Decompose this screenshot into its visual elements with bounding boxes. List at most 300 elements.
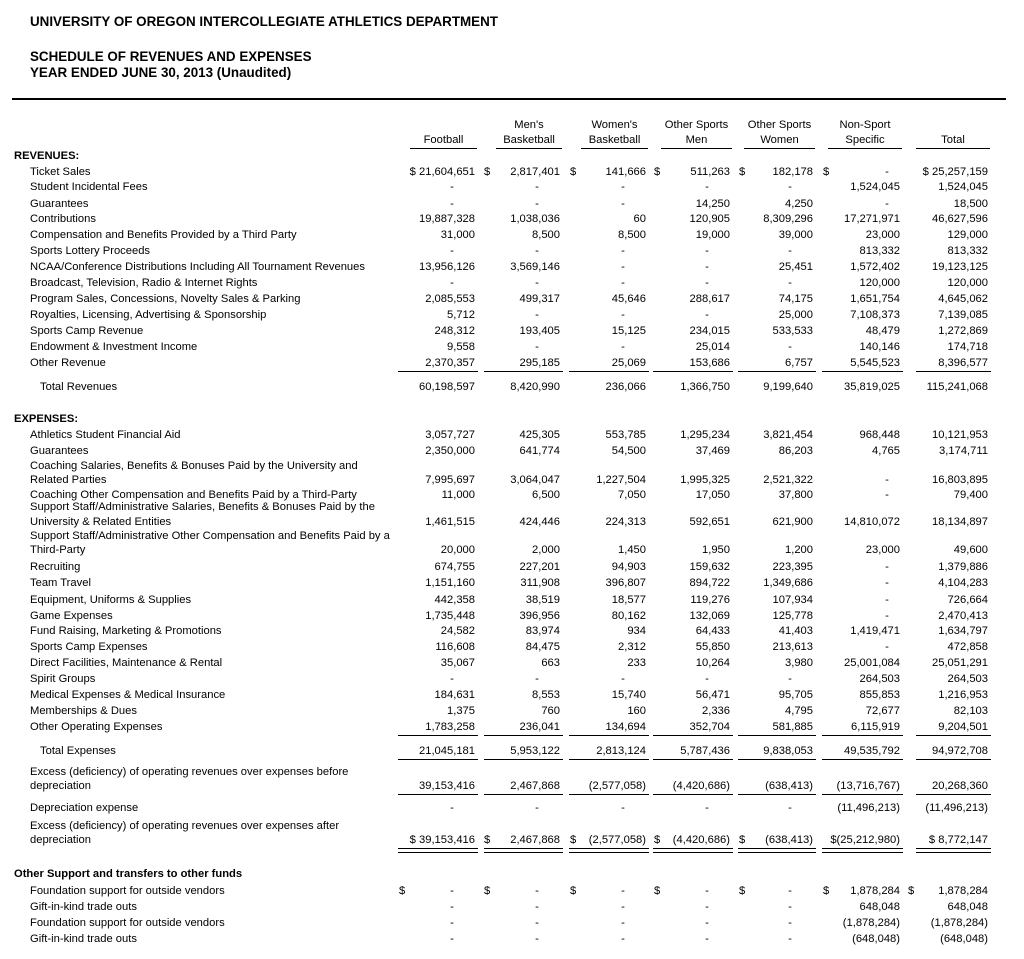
cell-other-sports-women: 4,250 — [785, 198, 813, 210]
cell-total: 16,803,895 — [932, 474, 988, 486]
cell-womens-basketball: 224,313 — [605, 516, 646, 528]
cell-other-sports-men: 352,704 — [689, 721, 730, 733]
cell-mens-basketball: 424,446 — [519, 516, 560, 528]
cell-mens-basketball: - — [535, 277, 539, 289]
cell-football: 21,045,181 — [419, 745, 475, 757]
row-label: Spirit Groups — [30, 673, 96, 685]
cell-mens-basketball: - — [535, 181, 539, 193]
cell-total: 7,139,085 — [938, 309, 988, 321]
cell-football: 39,153,416 — [419, 780, 475, 792]
cell-womens-basketball: 233 — [627, 657, 646, 669]
underline — [398, 759, 478, 760]
row-label: Support Staff/Administrative Salaries, Benefits & Bonuses Paid by the — [30, 501, 375, 513]
cell-total: 174,718 — [947, 341, 988, 353]
cell-non-sport-specific: (13,716,767) — [836, 780, 900, 792]
cell-football: 1,735,448 — [425, 610, 475, 622]
row-label: Guarantees — [30, 198, 89, 210]
cell-football: - — [450, 245, 454, 257]
cell-mens-basketball: 2,000 — [532, 544, 560, 556]
cell-other-sports-men: 153,686 — [689, 357, 730, 369]
cell-other-sports-women: (638,413) — [765, 834, 813, 846]
cell-football: 20,000 — [440, 544, 475, 556]
cell-non-sport-specific: 49,535,792 — [844, 745, 900, 757]
cell-womens-basketball: - — [621, 181, 625, 193]
cell-mens-basketball: 1,038,036 — [510, 213, 560, 225]
cell-non-sport-specific: 72,677 — [865, 705, 900, 717]
underline — [398, 371, 478, 372]
cell-non-sport-specific: 855,853 — [859, 689, 900, 701]
cell-mens-basketball: 8,420,990 — [510, 381, 560, 393]
dollar-sign: $ — [654, 885, 661, 897]
row-label: University & Related Entities — [30, 516, 172, 528]
cell-womens-basketball: - — [621, 885, 625, 897]
cell-mens-basketball: - — [535, 341, 539, 353]
cell-non-sport-specific: 23,000 — [865, 229, 900, 241]
cell-mens-basketball: 8,500 — [532, 229, 560, 241]
cell-womens-basketball: 134,694 — [605, 721, 646, 733]
cell-other-sports-men: - — [705, 901, 709, 913]
column-header-other-sports-women: Other Sports Women — [744, 117, 815, 147]
cell-football: $ 21,604,651 — [409, 166, 475, 178]
row-label: Direct Facilities, Maintenance & Rental — [30, 657, 223, 669]
cell-mens-basketball: 3,064,047 — [510, 474, 560, 486]
cell-mens-basketball: 227,201 — [519, 561, 560, 573]
cell-other-sports-men: - — [705, 181, 709, 193]
cell-total: 1,272,869 — [938, 325, 988, 337]
cell-other-sports-men: 1,995,325 — [680, 474, 730, 486]
cell-total: 1,216,953 — [938, 689, 988, 701]
row-label: Sports Lottery Proceeds — [30, 245, 151, 257]
cell-non-sport-specific: (648,048) — [852, 933, 900, 945]
cell-other-sports-men: 17,050 — [695, 489, 730, 501]
cell-other-sports-men: 19,000 — [695, 229, 730, 241]
cell-football: 1,461,515 — [425, 516, 475, 528]
row-label: Coaching Other Compensation and Benefits Paid by a Third-Party — [30, 489, 357, 501]
cell-total: 79,400 — [953, 489, 988, 501]
cell-womens-basketball: 160 — [627, 705, 646, 717]
double-underline — [398, 848, 478, 853]
cell-mens-basketball: 38,519 — [525, 594, 560, 606]
cell-other-sports-women: 86,203 — [778, 445, 813, 457]
cell-total: 20,268,360 — [932, 780, 988, 792]
cell-other-sports-men: 894,722 — [689, 577, 730, 589]
underline — [569, 371, 649, 372]
cell-total: 4,104,283 — [938, 577, 988, 589]
cell-non-sport-specific: 6,115,919 — [851, 721, 900, 733]
cell-non-sport-specific: - — [885, 594, 889, 606]
cell-womens-basketball: 396,807 — [605, 577, 646, 589]
dollar-sign: $ — [908, 885, 915, 897]
cell-mens-basketball: 83,974 — [525, 625, 560, 637]
cell-other-sports-women: 1,349,686 — [763, 577, 813, 589]
section-heading: Other Support and transfers to other funds — [14, 868, 243, 880]
cell-total: 1,878,284 — [938, 885, 988, 897]
cell-total: 8,396,577 — [938, 357, 988, 369]
row-label: Endowment & Investment Income — [30, 341, 198, 353]
row-label: Guarantees — [30, 445, 89, 457]
cell-womens-basketball: 7,050 — [618, 489, 646, 501]
header-rule — [12, 98, 1006, 100]
dollar-sign: $ — [570, 166, 577, 178]
row-label: Third-Party — [30, 544, 86, 556]
row-label: Related Parties — [30, 474, 107, 486]
header-title: SCHEDULE OF REVENUES AND EXPENSES — [30, 49, 312, 64]
row-label: Student Incidental Fees — [30, 181, 148, 193]
underline — [569, 794, 649, 795]
cell-other-sports-women: 107,934 — [772, 594, 813, 606]
cell-other-sports-women: 2,521,322 — [763, 474, 813, 486]
cell-mens-basketball: 499,317 — [519, 293, 560, 305]
cell-other-sports-men: 56,471 — [695, 689, 730, 701]
dollar-sign: $ — [484, 885, 491, 897]
cell-football: 3,057,727 — [425, 429, 475, 441]
cell-non-sport-specific: 968,448 — [859, 429, 900, 441]
cell-other-sports-women: - — [788, 673, 792, 685]
underline — [822, 735, 903, 736]
cell-football: 31,000 — [440, 229, 475, 241]
cell-other-sports-women: 1,200 — [785, 544, 813, 556]
cell-womens-basketball: (2,577,058) — [588, 780, 646, 792]
underline — [569, 759, 649, 760]
cell-football: 1,375 — [447, 705, 475, 717]
cell-other-sports-women: 3,821,454 — [763, 429, 813, 441]
cell-non-sport-specific: - — [885, 641, 889, 653]
cell-total: 115,241,068 — [926, 381, 988, 393]
cell-total: 9,204,501 — [938, 721, 988, 733]
row-label: depreciation — [30, 780, 91, 792]
cell-total: 18,134,897 — [932, 516, 988, 528]
cell-non-sport-specific: - — [885, 577, 889, 589]
cell-other-sports-women: 74,175 — [778, 293, 813, 305]
cell-other-sports-women: 9,199,640 — [763, 381, 813, 393]
cell-womens-basketball: 2,813,124 — [596, 745, 646, 757]
cell-total: 10,121,953 — [932, 429, 988, 441]
cell-football: 19,887,328 — [419, 213, 475, 225]
row-label: Fund Raising, Marketing & Promotions — [30, 625, 222, 637]
cell-other-sports-men: - — [705, 673, 709, 685]
cell-football: 9,558 — [447, 341, 475, 353]
cell-total: 264,503 — [947, 673, 988, 685]
cell-other-sports-women: 39,000 — [778, 229, 813, 241]
cell-football: 2,085,553 — [425, 293, 475, 305]
cell-other-sports-women: 4,795 — [785, 705, 813, 717]
cell-non-sport-specific: 1,572,402 — [850, 261, 900, 273]
dollar-sign: $ — [739, 166, 746, 178]
row-label: Contributions — [30, 213, 96, 225]
underline — [653, 735, 733, 736]
cell-non-sport-specific: 1,524,045 — [850, 181, 900, 193]
row-label: Foundation support for outside vendors — [30, 885, 225, 897]
cell-football: 442,358 — [434, 594, 475, 606]
row-label: Gift-in-kind trade outs — [30, 901, 137, 913]
cell-womens-basketball: - — [621, 341, 625, 353]
dollar-sign: $ — [484, 166, 491, 178]
row-label: Recruiting — [30, 561, 81, 573]
cell-football: 13,956,126 — [419, 261, 475, 273]
underline — [916, 735, 991, 736]
dollar-sign: $ — [399, 885, 406, 897]
cell-total: 46,627,596 — [932, 213, 988, 225]
dollar-sign: $ — [484, 834, 491, 846]
cell-non-sport-specific: 7,108,373 — [850, 309, 900, 321]
row-label: Gift-in-kind trade outs — [30, 933, 137, 945]
cell-non-sport-specific: - — [885, 561, 889, 573]
dollar-sign: $ — [570, 834, 577, 846]
column-header-womens-basketball: Women's Basketball — [581, 117, 648, 147]
cell-other-sports-men: - — [705, 245, 709, 257]
cell-mens-basketball: 295,185 — [519, 357, 560, 369]
cell-non-sport-specific: 17,271,971 — [844, 213, 900, 225]
cell-total: 1,379,886 — [938, 561, 988, 573]
cell-other-sports-women: 25,451 — [778, 261, 813, 273]
cell-mens-basketball: 84,475 — [525, 641, 560, 653]
cell-other-sports-women: - — [788, 245, 792, 257]
cell-womens-basketball: - — [621, 933, 625, 945]
cell-womens-basketball: 553,785 — [605, 429, 646, 441]
cell-mens-basketball: - — [535, 901, 539, 913]
cell-other-sports-women: 95,705 — [778, 689, 813, 701]
cell-football: - — [450, 181, 454, 193]
cell-total: 25,051,291 — [932, 657, 988, 669]
cell-football: 5,712 — [447, 309, 475, 321]
cell-mens-basketball: 5,953,122 — [510, 745, 560, 757]
cell-womens-basketball: - — [621, 901, 625, 913]
cell-non-sport-specific: - — [885, 489, 889, 501]
cell-non-sport-specific: (1,878,284) — [842, 917, 900, 929]
underline — [484, 759, 563, 760]
cell-other-sports-men: 55,850 — [695, 641, 730, 653]
cell-total: 1,634,797 — [938, 625, 988, 637]
row-label: Team Travel — [30, 577, 91, 589]
underline — [916, 794, 991, 795]
cell-womens-basketball: 8,500 — [618, 229, 646, 241]
cell-womens-basketball: 94,903 — [611, 561, 646, 573]
cell-other-sports-men: 234,015 — [689, 325, 730, 337]
row-label: Sports Camp Expenses — [30, 641, 148, 653]
row-label: Memberships & Dues — [30, 705, 137, 717]
cell-other-sports-women: 213,613 — [772, 641, 813, 653]
row-label: Excess (deficiency) of operating revenues over expenses before — [30, 766, 349, 778]
cell-womens-basketball: - — [621, 245, 625, 257]
cell-total: $ 25,257,159 — [922, 166, 988, 178]
underline — [738, 759, 816, 760]
cell-non-sport-specific: 264,503 — [859, 673, 900, 685]
cell-total: 2,470,413 — [938, 610, 988, 622]
row-label: Depreciation expense — [30, 802, 139, 814]
cell-football: 184,631 — [434, 689, 475, 701]
cell-mens-basketball: - — [535, 802, 539, 814]
cell-other-sports-men: 119,276 — [690, 594, 730, 606]
cell-non-sport-specific: - — [885, 610, 889, 622]
cell-non-sport-specific: 23,000 — [865, 544, 900, 556]
cell-total: 813,332 — [947, 245, 988, 257]
cell-total: 4,645,062 — [938, 293, 988, 305]
cell-football: 11,000 — [441, 489, 475, 501]
dollar-sign: $ — [654, 166, 661, 178]
row-label: depreciation — [30, 834, 91, 846]
cell-other-sports-women: 8,309,296 — [763, 213, 813, 225]
cell-womens-basketball: 1,450 — [618, 544, 646, 556]
row-label: Total Expenses — [40, 745, 116, 757]
row-label: Coaching Salaries, Benefits & Bonuses Paid by the University and — [30, 460, 358, 472]
underline — [398, 794, 478, 795]
cell-mens-basketball: 663 — [541, 657, 560, 669]
cell-other-sports-men: 132,069 — [689, 610, 730, 622]
column-header-total: Total — [916, 117, 990, 147]
row-label: Other Revenue — [30, 357, 106, 369]
cell-mens-basketball: - — [535, 309, 539, 321]
cell-other-sports-men: - — [705, 933, 709, 945]
cell-non-sport-specific: 813,332 — [859, 245, 900, 257]
cell-other-sports-men: - — [705, 885, 709, 897]
cell-womens-basketball: - — [621, 802, 625, 814]
cell-other-sports-men: (4,420,686) — [672, 780, 730, 792]
cell-other-sports-women: 3,980 — [785, 657, 813, 669]
cell-mens-basketball: 3,569,146 — [510, 261, 560, 273]
cell-womens-basketball: - — [621, 917, 625, 929]
cell-mens-basketball: 236,041 — [519, 721, 560, 733]
cell-non-sport-specific: 48,479 — [865, 325, 900, 337]
cell-other-sports-women: 182,178 — [772, 166, 813, 178]
section-heading: REVENUES: — [14, 150, 80, 162]
cell-womens-basketball: 15,740 — [611, 689, 646, 701]
cell-mens-basketball: 641,774 — [519, 445, 560, 457]
cell-football: 116,608 — [435, 641, 475, 653]
underline — [484, 371, 563, 372]
cell-total: 19,123,125 — [932, 261, 988, 273]
cell-mens-basketball: - — [535, 917, 539, 929]
cell-womens-basketball: 15,125 — [611, 325, 646, 337]
underline — [653, 759, 733, 760]
cell-womens-basketball: 45,646 — [611, 293, 646, 305]
underline — [738, 794, 816, 795]
cell-womens-basketball: 2,312 — [618, 641, 646, 653]
cell-other-sports-women: 581,885 — [772, 721, 813, 733]
underline — [916, 371, 991, 372]
cell-other-sports-men: 288,617 — [689, 293, 730, 305]
cell-mens-basketball: - — [535, 198, 539, 210]
cell-womens-basketball: 934 — [627, 625, 646, 637]
row-label: Royalties, Licensing, Advertising & Sponsorship — [30, 309, 267, 321]
cell-non-sport-specific: $(25,212,980) — [830, 834, 900, 846]
cell-womens-basketball: 54,500 — [611, 445, 646, 457]
cell-other-sports-men: - — [705, 802, 709, 814]
cell-womens-basketball: - — [621, 198, 625, 210]
cell-football: - — [450, 917, 454, 929]
cell-football: 35,067 — [440, 657, 475, 669]
row-label: Game Expenses — [30, 610, 113, 622]
cell-football: - — [450, 885, 454, 897]
underline — [822, 794, 903, 795]
cell-football: - — [450, 802, 454, 814]
cell-other-sports-women: - — [788, 341, 792, 353]
row-label: Compensation and Benefits Provided by a Third Party — [30, 229, 297, 241]
cell-other-sports-women: - — [788, 181, 792, 193]
underline — [822, 759, 903, 760]
cell-other-sports-women: 6,757 — [785, 357, 813, 369]
cell-football: 674,755 — [434, 561, 475, 573]
underline — [916, 759, 991, 760]
cell-womens-basketball: 25,069 — [611, 357, 646, 369]
cell-womens-basketball: (2,577,058) — [588, 834, 646, 846]
row-label: Foundation support for outside vendors — [30, 917, 225, 929]
cell-womens-basketball: - — [621, 277, 625, 289]
cell-womens-basketball: 1,227,504 — [596, 474, 646, 486]
cell-non-sport-specific: 140,146 — [859, 341, 900, 353]
cell-womens-basketball: 141,666 — [605, 166, 646, 178]
cell-football: 248,312 — [434, 325, 475, 337]
row-label: Excess (deficiency) of operating revenues over expenses after — [30, 820, 340, 832]
cell-other-sports-men: 10,264 — [695, 657, 730, 669]
cell-football: - — [450, 901, 454, 913]
cell-total: 472,858 — [947, 641, 988, 653]
row-label: Equipment, Uniforms & Supplies — [30, 594, 192, 606]
underline — [653, 371, 733, 372]
double-underline — [738, 848, 816, 853]
cell-other-sports-men: 159,632 — [689, 561, 730, 573]
cell-womens-basketball: - — [621, 673, 625, 685]
cell-other-sports-men: 14,250 — [695, 198, 730, 210]
cell-other-sports-men: 2,336 — [702, 705, 730, 717]
cell-womens-basketball: 60 — [633, 213, 646, 225]
cell-non-sport-specific: - — [885, 166, 889, 178]
cell-non-sport-specific: - — [885, 474, 889, 486]
underline — [484, 794, 563, 795]
cell-mens-basketball: - — [535, 933, 539, 945]
column-header-other-sports-men: Other Sports Men — [661, 117, 732, 147]
cell-non-sport-specific: - — [885, 198, 889, 210]
cell-womens-basketball: - — [621, 261, 625, 273]
double-underline — [822, 848, 903, 853]
dollar-sign: $ — [823, 885, 830, 897]
cell-non-sport-specific: 648,048 — [859, 901, 900, 913]
cell-non-sport-specific: 1,651,754 — [850, 293, 900, 305]
cell-other-sports-women: 621,900 — [772, 516, 813, 528]
cell-total: 726,664 — [947, 594, 988, 606]
cell-total: (11,496,213) — [925, 802, 988, 814]
cell-total: 49,600 — [953, 544, 988, 556]
cell-womens-basketball: 80,162 — [611, 610, 646, 622]
cell-other-sports-women: - — [788, 933, 792, 945]
underline — [653, 794, 733, 795]
cell-other-sports-women: - — [788, 885, 792, 897]
column-header-football: Football — [410, 117, 477, 147]
row-label: Program Sales, Concessions, Novelty Sales & Parking — [30, 293, 301, 305]
cell-other-sports-men: 1,950 — [702, 544, 730, 556]
cell-other-sports-men: 37,469 — [695, 445, 730, 457]
cell-total: (1,878,284) — [930, 917, 988, 929]
cell-other-sports-men: - — [705, 277, 709, 289]
column-header-mens-basketball: Men's Basketball — [496, 117, 562, 147]
cell-non-sport-specific: 14,810,072 — [844, 516, 900, 528]
cell-non-sport-specific: (11,496,213) — [837, 802, 900, 814]
row-label: Broadcast, Television, Radio & Internet Rights — [30, 277, 258, 289]
cell-other-sports-women: 37,800 — [778, 489, 813, 501]
cell-non-sport-specific: 25,001,084 — [844, 657, 900, 669]
cell-football: 2,350,000 — [425, 445, 475, 457]
underline — [822, 371, 903, 372]
cell-non-sport-specific: 35,819,025 — [844, 381, 900, 393]
double-underline — [916, 848, 991, 853]
row-label: Support Staff/Administrative Other Compensation and Benefits Paid by a — [30, 530, 390, 542]
cell-other-sports-men: 25,014 — [695, 341, 730, 353]
cell-football: - — [450, 933, 454, 945]
cell-total: 94,972,708 — [932, 745, 988, 757]
double-underline — [569, 848, 649, 853]
header-org: UNIVERSITY OF OREGON INTERCOLLEGIATE ATHLETICS DEPARTMENT — [30, 14, 498, 29]
cell-mens-basketball: - — [535, 885, 539, 897]
cell-football: - — [450, 198, 454, 210]
